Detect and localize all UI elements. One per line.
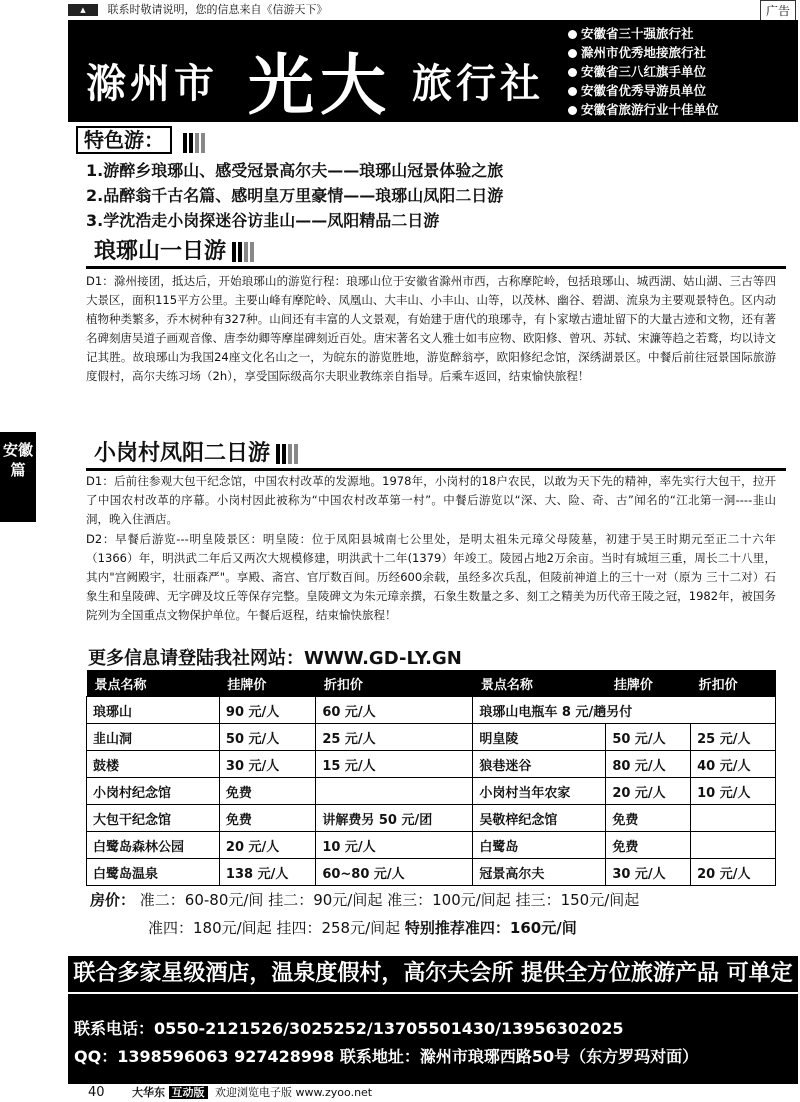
table-row	[87, 751, 776, 778]
website-line: 更多信息请登陆我社网站：WWW.GD-LY.GN	[88, 648, 462, 669]
bullet-icon	[568, 30, 577, 39]
table-cell: 小岗村当年农家	[473, 778, 606, 805]
table-cell: 60 元/人	[316, 697, 473, 724]
honors-list	[568, 24, 731, 138]
col-header: 挂牌价	[219, 670, 315, 697]
honor-item: 滁州市优秀地接旅行社	[568, 43, 731, 62]
decor-bars-icon	[232, 238, 256, 266]
footer-badge: 互动版	[169, 1086, 208, 1099]
footer-text: 欢迎浏览电子版 www.zyoo.net	[215, 1086, 373, 1099]
page-footer	[88, 1084, 372, 1102]
table-cell: 20 元/人	[219, 832, 315, 859]
col-header: 景点名称	[473, 670, 606, 697]
tour2-heading	[86, 440, 786, 471]
table-cell: 30 元/人	[219, 751, 315, 778]
table-cell	[691, 832, 776, 859]
table-cell: 10 元/人	[691, 778, 776, 805]
table-cell: 韭山洞	[87, 724, 220, 751]
table-cell: 50 元/人	[219, 724, 315, 751]
col-header: 折扣价	[691, 670, 776, 697]
table-cell: 琅琊山电瓶车 8 元/趟另付	[473, 697, 776, 724]
bullet-icon	[568, 106, 577, 115]
featured-title: 特色游：	[84, 128, 164, 152]
table-cell: 138 元/人	[219, 859, 315, 886]
table-cell	[691, 805, 776, 832]
side-section-tab: 安徽篇	[0, 432, 36, 522]
contact-phone: 联系电话：0550-2121526/3025252/13705501430/13956302025	[74, 1019, 624, 1038]
table-cell: 大包干纪念馆	[87, 805, 220, 832]
table-cell: 白鹭岛	[473, 832, 606, 859]
promo-banner: 联合多家星级酒店，温泉度假村，高尔夫会所 提供全方位旅游产品 可单定	[68, 956, 798, 992]
table-cell: 25 元/人	[316, 724, 473, 751]
table-cell: 15 元/人	[316, 751, 473, 778]
table-cell: 免费	[606, 832, 691, 859]
room-recommend: 特别推荐准四：160元/间	[404, 919, 577, 937]
bullet-icon	[568, 87, 577, 96]
featured-item: 1.游醉乡琅琊山、感受冠景高尔夫——琅琊山冠景体验之旅	[86, 161, 504, 180]
table-row	[87, 859, 776, 886]
day-label: D1：	[86, 274, 114, 288]
room-prices-line: 准四：180元/间起 挂四：258元/间起 特别推荐准四：160元/间	[148, 919, 577, 937]
table-cell: 冠景高尔夫	[473, 859, 606, 886]
table-cell: 90 元/人	[219, 697, 315, 724]
contact-block	[68, 994, 798, 1084]
table-cell: 狼巷迷谷	[473, 751, 606, 778]
table-row	[87, 724, 776, 751]
featured-item: 2.品醉翁千古名篇、感明皇万里豪情——琅琊山凤阳二日游	[86, 186, 504, 205]
table-row	[87, 778, 776, 805]
table-row	[87, 805, 776, 832]
top-notice-bar	[68, 0, 796, 20]
day-text: 后前往参观大包干纪念馆，中国农村改革的发源地。1978年，小岗村的18户农民，以敢为天下先的精神，率先实行大包干，拉开了中国农村改革的序幕。小岗村因此被称为“中国农村改革第一村”。中餐后游览以“深、大、险、奇、古”闻名的“江北第一洞----韭山洞，晚入住酒店。	[86, 474, 776, 526]
table-cell: 40 元/人	[691, 751, 776, 778]
table-cell	[316, 778, 473, 805]
room-prices-line: 房价： 准二：60-80元/间 挂二：90元/间起 准三：100元/间起 挂三：150元/间起	[90, 891, 640, 909]
col-header: 折扣价	[316, 670, 473, 697]
honor-item: 安徽省三八红旗手单位	[568, 62, 731, 81]
ad-tag: 广告	[760, 0, 796, 22]
contact-qq-address: QQ：1398596063 927428998 联系地址：滁州市琅琊西路50号（东方罗玛对面）	[74, 1047, 699, 1066]
city-name: 滁州市	[86, 60, 218, 107]
table-cell: 20 元/人	[691, 859, 776, 886]
table-cell: 80 元/人	[606, 751, 691, 778]
table-cell: 吴敬梓纪念馆	[473, 805, 606, 832]
agency-word: 旅行社	[412, 60, 544, 107]
table-cell: 免费	[606, 805, 691, 832]
tour2-day2	[86, 530, 776, 625]
table-cell: 50 元/人	[606, 724, 691, 751]
featured-list	[86, 158, 786, 233]
col-header: 景点名称	[87, 670, 220, 697]
header-banner	[68, 20, 798, 136]
day-label: D1：	[86, 474, 114, 488]
decor-bars-icon	[183, 132, 207, 153]
tour2-title: 小岗村凤阳二日游	[94, 441, 271, 466]
tour1-itinerary	[86, 272, 776, 386]
table-header-row	[87, 670, 776, 697]
table-row	[87, 697, 776, 724]
table-cell: 60~80 元/人	[316, 859, 473, 886]
footer-brand: 大华东	[132, 1086, 166, 1099]
table-cell: 白鹭岛森林公园	[87, 832, 220, 859]
table-cell: 讲解费另 50 元/团	[316, 805, 473, 832]
table-cell: 明皇陵	[473, 724, 606, 751]
magazine-logo-icon: ▲	[68, 4, 98, 16]
day-label: D2：	[86, 532, 116, 546]
day-text: 早餐后游览---明皇陵景区：明皇陵：位于凤阳县城南七公里处，是明太祖朱元璋父母陵墓，初建于吴王时期元至正二十六年（1366）年，明洪武二年后又两次大规模修建，明洪武十二年(1379）年竣工。陵园占地2万余亩。当时有城垣三重，周长二十八里，其内"宫阙殿宇，壮丽森严"。享殿、斋宫、官厅数百间。历经600余载，虽经多次兵乱，但陵前神道上的三十一对（原为 三十二对）石象生和皇陵碑、无字碑及坟丘等保存完整。皇陵碑文为朱元璋亲撰，石象生数量之多、刻工之精美为历代帝王陵之冠，1982年，被国务院列为全国重点文物保护单位。午餐后返程，结束愉快旅程！	[86, 532, 776, 622]
table-cell: 免费	[219, 805, 315, 832]
honor-item: 安徽省优秀四星诚信旅行社	[568, 119, 731, 138]
page-number: 40	[88, 1085, 105, 1100]
featured-item: 3.学沈浩走小岗探迷谷访韭山——凤阳精品二日游	[86, 211, 440, 230]
table-cell: 琅琊山	[87, 697, 220, 724]
price-table	[86, 670, 776, 886]
table-cell: 30 元/人	[606, 859, 691, 886]
bullet-icon	[568, 49, 577, 58]
tour2-day1	[86, 472, 776, 529]
bullet-icon	[568, 68, 577, 77]
table-cell: 小岗村纪念馆	[87, 778, 220, 805]
honor-item: 安徽省优秀导游员单位	[568, 81, 731, 100]
room-prices	[90, 886, 639, 942]
tour1-heading	[86, 238, 786, 269]
honor-item: 安徽省旅游行业十佳单位	[568, 100, 731, 119]
room-prices-label: 房价：	[90, 891, 136, 909]
col-header: 挂牌价	[606, 670, 691, 697]
decor-bars-icon	[276, 440, 300, 468]
table-cell: 白鹭岛温泉	[87, 859, 220, 886]
honor-item: 安徽省三十强旅行社	[568, 24, 731, 43]
table-cell: 25 元/人	[691, 724, 776, 751]
bullet-icon	[568, 125, 577, 134]
tour1-title: 琅琊山一日游	[94, 239, 227, 264]
price-table-body	[87, 697, 776, 886]
day-text: 滁州接团，抵达后，开始琅琊山的游览行程：琅琊山位于安徽省滁州市西，古称摩陀岭，包括琅琊山、城西湖、姑山湖、三古等四大景区，面积115平方公里。主要山峰有摩陀岭、凤凰山、大丰山、小丰山、山等，以茂林、幽谷、碧湖、流泉为主要观景特色。区内动植物种类繁多，乔木树种有327种。山间还有丰富的人文景观，有始建于唐代的琅琊寺，有卜家墩古遗址留下的大量古迹和文物，还有著名碑刻唐吴道子画观音像、唐李幼卿等摩崖碑刻近百处。唐宋著名文人雅士如韦应物、欧阳修、曾巩、苏轼、宋濂等趋之若鹜，均以诗文记其胜。故琅琊山为我国24座文化名山之一，为皖东的游览胜地，游览醉翁亭，欧阳修纪念馆，深绣湖景区。中餐后前往冠景国际旅游度假村，高尔夫练习场（2h），享受国际级高尔夫职业教练亲自指导。后乘车返回，结束愉快旅程！	[86, 274, 777, 383]
table-cell: 免费	[219, 778, 315, 805]
brand-name: 光大	[248, 46, 392, 124]
table-cell: 20 元/人	[606, 778, 691, 805]
table-cell: 鼓楼	[87, 751, 220, 778]
featured-heading	[76, 126, 224, 154]
top-notice: 联系时敬请说明，您的信息来自《信游天下》	[107, 3, 328, 16]
table-cell: 10 元/人	[316, 832, 473, 859]
table-row	[87, 832, 776, 859]
